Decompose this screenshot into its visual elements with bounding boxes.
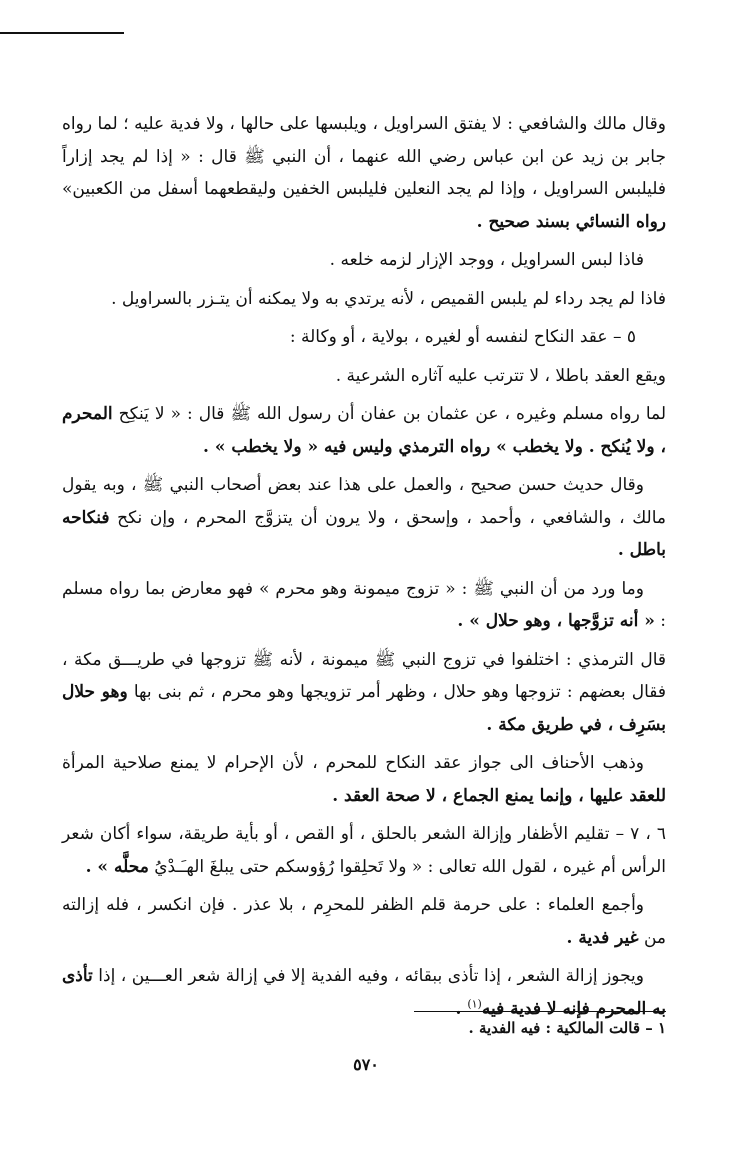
paragraph-9 — [62, 644, 666, 742]
text-line: وذهب الأحناف الى جواز عقد النكاح للمحرم ، لأن الإحرام لا يمنع صلاحية المرأة — [62, 753, 644, 773]
text-line: فنكاحه باطل . — [62, 507, 666, 560]
text-line: ويجوز إزالة الشعر ، إذا تأذى ببقائه ، وفيه الفدية إلا في إزالة شعر العـــين ، إذا — [98, 966, 644, 986]
text-line: فاذا لم يجد رداء لم يلبس القميص ، لأنه يرتدي به ولا يمكنه أن يتـزر بالسراويل . — [111, 288, 666, 309]
top-rule — [0, 32, 124, 34]
paragraph-4 — [62, 321, 666, 354]
paragraph-7 — [62, 469, 666, 567]
text-line: مكة ، فقال بعضهم : تزوجها وهو حلال ، وظهر أمر تزويجها وهو محرم ، ثم بنى بها — [62, 649, 666, 702]
text-line: وقال حديث حسن صحيح ، والعمل على هذا عند بعض أصحاب النبي ﷺ ، وبه — [102, 475, 644, 495]
paragraph-5 — [62, 360, 666, 393]
text-line: ٥ – عقد النكاح لنفسه أو لغيره ، بولاية ، أو وكالة : — [289, 327, 636, 347]
text-line: وقال مالك والشافعي : لا يفتق السراويل ، ويلبسها على حالها ، ولا فدية عليه ؛ — [123, 114, 666, 134]
final-punctuation: . — [455, 998, 468, 1019]
text-line: يقول مالك ، والشافعي ، وأحمد ، وإسحق ، ولا يرون أن يتزوَّج المحرم ، وإن نكح — [62, 475, 666, 528]
text-line: وما ورد من أن النبي ﷺ : « تزوج ميمونة وهو محرم » فهو معارض بما رواه مسلم : — [62, 578, 666, 631]
text-line: ٦ ، ٧ – تقليم الأظفار وإزالة الشعر بالحلق ، أو القص ، أو بأية طريقة، سواء أكان — [99, 824, 667, 844]
text-line: وهو حلال بسَرِف ، في طريق مكة . — [62, 682, 666, 735]
text-line: لما رواه جابر بن زيد عن ابن عباس رضي الله عنهما ، أن النبي ﷺ قال : « إذا لم يجد — [62, 114, 666, 167]
text-line: تأذى به المحرم فإنه لا فدية فيه — [62, 966, 666, 1019]
footnote: ١ – قالت المالكية : فيه الفدية . — [468, 1019, 666, 1037]
footnote-rule — [414, 1011, 666, 1012]
text-line: شعر الرأس أم غيره ، لقول الله تعالى : « ولا تَحلِقوا رُؤوسكم حتى يبلغَ الهـَـدْيُ — [62, 824, 666, 877]
paragraph-12 — [62, 889, 666, 954]
paragraph-6 — [62, 398, 666, 463]
text-line: إزاراً فليلبس السراويل ، وإذا لم يجد النعلين فليلبس الخفين وليقطعهما أسفل من الكعبين» — [62, 146, 666, 199]
footnote-marker[interactable]: (١) — [467, 996, 482, 1010]
text-line: رواه النسائي بسند صحيح . — [476, 211, 666, 232]
page-number: ٥٧٠ — [353, 1055, 379, 1074]
text-line: غير فدية . — [566, 927, 639, 948]
text-line: المحرم ، ولا يُنكح . ولا يخطب » رواه الترمذي وليس فيه « ولا يخطب » . — [62, 404, 666, 457]
text-line: محلَّه » . — [85, 856, 149, 877]
paragraph-8 — [62, 573, 666, 638]
paragraph-11 — [62, 818, 666, 883]
text-line: لما رواه مسلم وغيره ، عن عثمان بن عفان أن رسول الله ﷺ قال : « لا يَنكِح — [118, 404, 667, 424]
paragraph-2 — [62, 244, 666, 277]
paragraph-1 — [62, 108, 666, 238]
paragraph-3 — [62, 283, 666, 316]
text-line: « أنه تزوَّجها ، وهو حلال » . — [457, 611, 655, 631]
page-body — [62, 108, 666, 1025]
text-line: للعقد عليها ، وإنما يمنع الجماع ، لا صحة العقد . — [332, 785, 666, 806]
paragraph-10 — [62, 747, 666, 812]
text-line: فاذا لبس السراويل ، ووجد الإزار لزمه خلعه . — [329, 250, 644, 270]
text-line: قال الترمذي : اختلفوا في تزوج النبي ﷺ ميمونة ، لأنه ﷺ تزوجها في طريـــق — [108, 649, 667, 670]
text-line: وأجمع العلماء : على حرمة قلم الظفر للمحرِم ، بلا عذر . فإن انكسر ، فله إزالته من — [62, 895, 666, 948]
text-line: ويقع العقد باطلا ، لا تترتب عليه آثاره الشرعية . — [335, 365, 666, 386]
